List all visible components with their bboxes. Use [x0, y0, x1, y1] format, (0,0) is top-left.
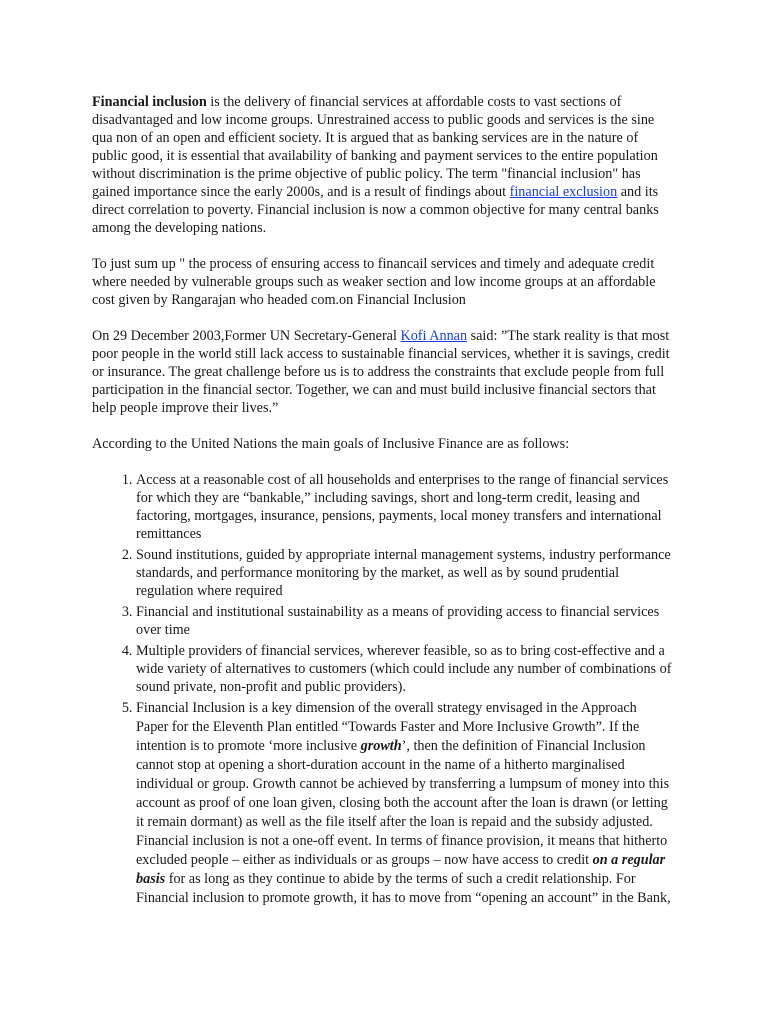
intro-text-a: is the delivery of financial services at affordable costs to vast sections of disadvantaged and low income groups. Unrestrained access to public goods and services is the sine qua non of an open and efficient society. It is argued that as banking services are in the nature of public good, it is essential that availability of banking and payment services to the entire population without discrimination is the prime objective of public policy. The term "financial inclusion" has gained importance since the early 2000s, and is a result of findings about	[92, 94, 658, 200]
list-item: 1. Access at a reasonable cost of all households and enterprises to the range of financial services for which they are “bankable,” including savings, short and long-term credit, leasing and factoring, mortgages, insurance, pensions, payments, local money transfers and international remittances	[136, 471, 672, 543]
list-item	[136, 699, 672, 908]
intro-text-b: and its direct correlation to poverty. Financial inclusion is now a common objective for many central banks among the developing nations.	[92, 184, 659, 236]
financial-exclusion-link[interactable]: financial exclusion	[509, 184, 618, 200]
list-item: 2. Sound institutions, guided by appropriate internal management systems, industry performance standards, and performance monitoring by the market, as well as by sound prudential regulation where required	[136, 546, 672, 600]
list-item: 3. Financial and institutional sustainability as a means of providing access to financial services over time	[136, 603, 672, 639]
growth-emphasis: growth	[360, 738, 402, 754]
item5-text-c: for as long as they continue to abide by the terms of such a credit relationship. For Financial inclusion to promote growth, it has to move from “opening an account” in the Bank,	[136, 871, 671, 906]
intro-paragraph	[92, 93, 672, 237]
item5-text-b: ’, then the definition of Financial Inclusion cannot stop at opening a short-duration account in the name of a hitherto marginalised individual or group. Growth cannot be achieved by transferring a lumpsum of money into this account as proof of one loan given, closing both the account after the loan is drawn (or letting it remain dormant) as well as the file itself after the loan is repaid and the subsidy adjusted. Financial inclusion is not a one-off event. In terms of finance provision, it means that hitherto excluded people – either as individuals or as groups – now have access to credit	[136, 738, 670, 868]
kofi-annan-link[interactable]: Kofi Annan	[400, 328, 468, 344]
list-item: 4. Multiple providers of financial services, wherever feasible, so as to bring cost-effective and a wide variety of alternatives to customers (which could include any number of combinations of sound private, non-profit and public providers).	[136, 642, 672, 696]
goals-intro-paragraph: According to the United Nations the main goals of Inclusive Finance are as follows:	[92, 436, 570, 452]
regular-basis-emphasis: on a regular basis	[136, 852, 666, 887]
summary-paragraph: To just sum up " the process of ensuring access to financail services and timely and adequate credit where needed by vulnerable groups such as weaker section and low income groups at an affordable cost given by Rangarajan who headed com.on Financial Inclusion	[92, 256, 656, 308]
annan-text-b: said: ”The stark reality is that most poor people in the world still lack access to sustainable financial services, whether it is savings, credit or insurance. The great challenge before us is to address the constraints that exclude people from full participation in the financial sector. Together, we can and must build inclusive financial sectors that help people improve their lives.”	[92, 328, 670, 416]
annan-quote-paragraph	[92, 327, 672, 417]
item5-text-a: Financial Inclusion is a key dimension of the overall strategy envisaged in the Approach Paper for the Eleventh Plan entitled “Towards Faster and More Inclusive Growth”. If the intention is to promote ‘more inclusive	[136, 700, 640, 754]
annan-text-a: On 29 December 2003,Former UN Secretary-General	[92, 328, 401, 344]
term-financial-inclusion: Financial inclusion	[92, 94, 207, 110]
document-page	[92, 93, 672, 911]
goals-list	[92, 471, 672, 908]
